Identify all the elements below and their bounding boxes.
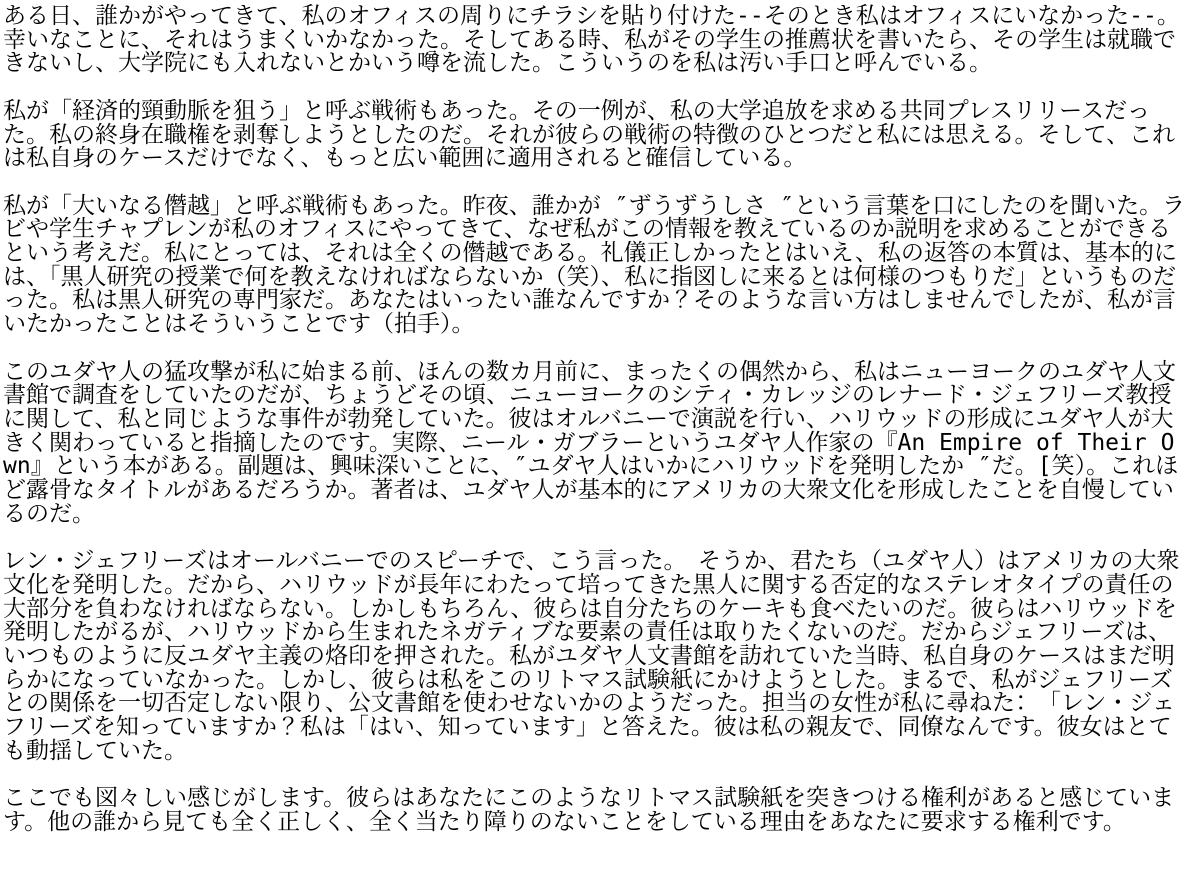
paragraph-flyers: ある日、誰かがやってきて、私のオフィスの周りにチラシを貼り付けた--そのとき私はオフィスにいなかった--。幸いなことに、それはうまくいかなかった。そしてある時、私がその学生の推薦状を書いたら、その学生は就職できないし、大学院にも入れないとかいう噂を流した。こういうのを私は汚い手口と呼んでいる。 <box>3 3 1180 77</box>
paragraph-jeffries-case: このユダヤ人の猛攻撃が私に始まる前、ほんの数カ月前に、まったくの偶然から、私はニューヨークのユダヤ人文書館で調査をしていたのだが、ちょうどその頃、ニューヨークのシティ・カレッジのレナード・ジェフリーズ教授に関して、私と同じような事件が勃発していた。彼はオルバニーで演説を行い、ハリウッドの形成にユダヤ人が大きく関わっていると指摘したのです。実際、ニール・ガブラーというユダヤ人作家の『An Empire of Their Own』という本がある。副題は、興味深いことに、″ユダヤ人はいかにハリウッドを発明したか ″だ。[笑）。これほど露骨なタイトルがあるだろうか。著者は、ユダヤ人が基本的にアメリカの大衆文化を形成したことを自慢しているのだ。 <box>3 358 1179 527</box>
paragraph-litmus-test: ここでも図々しい感じがします。彼らはあなたにこのようなリトマス試験紙を突きつける権利があると感じています。他の誰から見ても全く正しく、全く当たり障りのないことをしている理由をあなたに要求する権利です。 <box>3 785 1175 835</box>
paragraph-economic-tactic: 私が「経済的頸動脈を狙う」と呼ぶ戦術もあった。その一例が、私の大学追放を求める共同プレスリリースだった。私の終身在職権を剥奪しようとしたのだ。それが彼らの戦術の特徴のひとつだと私には思える。そして、これは私自身のケースだけでなく、もっと広い範囲に適用されると確信している。 <box>3 97 1176 172</box>
paragraph-presumption: 私が「大いなる僭越」と呼ぶ戦術もあった。昨夜、誰かが ″ずうずうしさ ″という言葉を口にしたのを聞いた。ラビや学生チャプレンが私のオフィスにやってきて、なぜ私がこの情報を教えているのか説明を求めることができるという考えだ。私にとっては、それは全くの僭越である。礼儀正しかったとはいえ、私の返答の本質は、基本的には、「黒人研究の授業で何を教えなければならないか（笑）、私に指図しに来るとは何様のつもりだ」というものだった。私は黒人研究の専門家だ。あなたはいったい誰なんですか？そのような言い方はしませんでしたが、私が言いたかったことはそういうことです（拍手）。 <box>3 192 1186 338</box>
paragraph-albany-speech: レン・ジェフリーズはオールバニーでのスピーチで、こう言った。 そうか、君たち（ユダヤ人）はアメリカの大衆文化を発明した。だから、ハリウッドが長年にわたって培ってきた黒人に関する否定的なステレオタイプの責任の大部分を負わなければならない。しかしもちろん、彼らは自分たちのケーキも食べたいのだ。彼らはハリウッドを発明したがるが、ハリウッドから生まれたネガティブな要素の責任は取りたくないのだ。だからジェフリーズは、いつものように反ユダヤ主義の烙印を押された。私がユダヤ人文書館を訪れていた当時、私自身のケースはまだ明らかになっていなかった。しかし、彼らは私をこのリトマス試験紙にかけようとした。まるで、私がジェフリーズとの関係を一切否定しない限り、公文書館を使わせないかのようだった。担当の女性が私に尋ねた： 「レン・ジェフリーズを知っていますか？私は「はい、知っています」と答えた。彼は私の親友で、同僚なんです。彼女はとても動揺していた。 <box>3 548 1180 764</box>
